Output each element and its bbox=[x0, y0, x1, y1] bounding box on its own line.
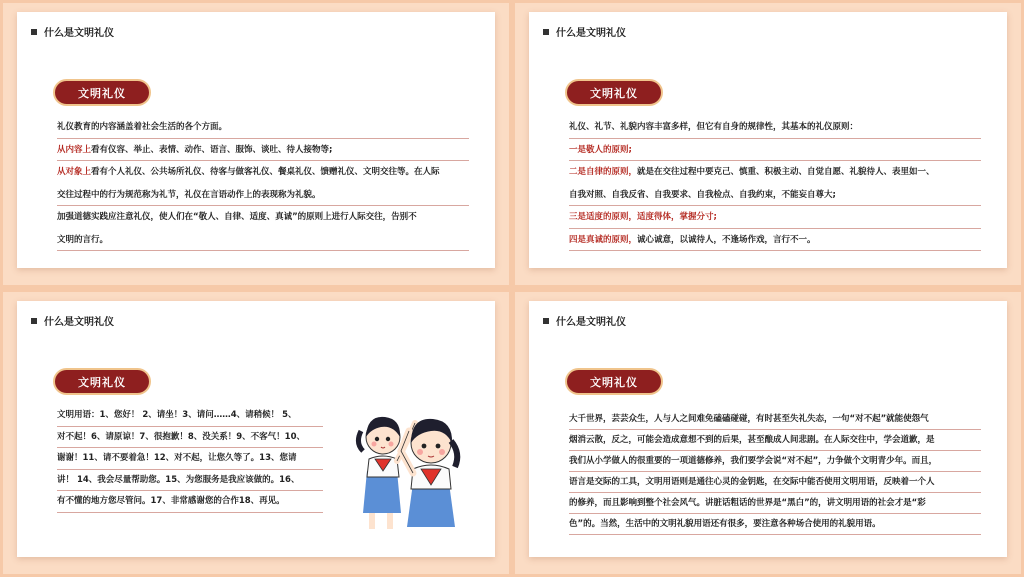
text-line: 文明用语：1、您好！ 2、请坐！3、请问……4、请稍候！ 5、 bbox=[57, 405, 323, 427]
square-bullet-icon bbox=[31, 318, 37, 324]
title-pill: 文明礼仪 bbox=[53, 368, 151, 395]
slide-card bbox=[17, 12, 495, 268]
title-pill: 文明礼仪 bbox=[53, 79, 151, 106]
text-line: 对不起！6、请原谅！7、很抱歉！8、没关系！9、不客气！10、 bbox=[57, 427, 323, 449]
text-line: 文明的言行。 bbox=[57, 229, 469, 252]
text-line: 礼仪教育的内容涵盖着社会生活的各个方面。 bbox=[57, 116, 469, 139]
text-line: 从对象上看有个人礼仪、公共场所礼仪、待客与做客礼仪、餐桌礼仪、馈赠礼仪、文明交往等。在人际 bbox=[57, 167, 440, 177]
slide-heading-text: 什么是文明礼仪 bbox=[556, 28, 626, 39]
text-line: 大千世界，芸芸众生，人与人之间难免磕磕碰碰，有时甚至失礼失态，一句“对不起”就能使怨气 bbox=[569, 409, 981, 430]
slide-heading-text: 什么是文明礼仪 bbox=[44, 28, 114, 39]
text-line: 礼仪、礼节、礼貌内容丰富多样，但它有自身的规律性，其基本的礼仪原则： bbox=[569, 116, 981, 139]
saluting-children-illustration bbox=[353, 401, 479, 531]
text-line: 加强道德实践应注意礼仪，使人们在“敬人、自律、适度、真诚”的原则上进行人际交往，告别不 bbox=[57, 212, 417, 222]
slide-heading bbox=[543, 24, 626, 39]
text-line: 烟消云散，反之，可能会造成意想不到的后果，甚至酿成人间悲剧。在人际交往中，学会道歉，是 bbox=[569, 430, 981, 451]
text-line: 三是适度的原则，适度得体，掌握分寸; bbox=[569, 206, 981, 229]
text-line: 谢谢！11、请不要着急！12、对不起，让您久等了。13、您请 bbox=[57, 448, 323, 470]
slide-2[interactable] bbox=[515, 3, 1021, 285]
text-line: 一是敬人的原则; bbox=[569, 139, 981, 162]
square-bullet-icon bbox=[543, 29, 549, 35]
text-line: 从内容上看有仪容、举止、表情、动作、语言、服饰、谈吐、待人接物等; bbox=[57, 139, 469, 162]
slide-1[interactable] bbox=[3, 3, 509, 285]
slide-heading-text: 什么是文明礼仪 bbox=[556, 317, 626, 328]
slide-heading-text: 什么是文明礼仪 bbox=[44, 317, 114, 328]
child-right bbox=[401, 419, 457, 527]
square-bullet-icon bbox=[543, 318, 549, 324]
text-line: 有不懂的地方您尽管问。17、非常感谢您的合作18、再见。 bbox=[57, 491, 323, 513]
slide-3[interactable] bbox=[3, 292, 509, 574]
text-line: 我们从小学做人的很重要的一项道德修养，我们要学会说“对不起”，力争做个文明青少年。而且， bbox=[569, 451, 981, 472]
slide-heading bbox=[31, 313, 114, 328]
text-line: 四是真诚的原则，诚心诚意，以诚待人，不逢场作戏，言行不一。 bbox=[569, 229, 981, 252]
title-pill: 文明礼仪 bbox=[565, 368, 663, 395]
text-line: 自我对照、自我反省、自我要求、自我检点、自我约束，不能妄自尊大; bbox=[569, 184, 981, 207]
text-line: 交往过程中的行为规范称为礼节，礼仪在言语动作上的表现称为礼貌。 bbox=[57, 184, 469, 207]
text-line: 二是自律的原则，就是在交往过程中要克己、慎重、积极主动、自觉自愿、礼貌待人、表里如一、 bbox=[569, 167, 935, 177]
text-lines bbox=[569, 409, 981, 535]
text-line: 的修养，而且影响到整个社会风气。讲脏话粗话的世界是“黑白”的，讲文明用语的社会才是“彩 bbox=[569, 493, 981, 514]
slide-card bbox=[17, 301, 495, 557]
slide-4[interactable] bbox=[515, 292, 1021, 574]
text-lines bbox=[569, 116, 981, 251]
slide-card bbox=[529, 12, 1007, 268]
title-pill: 文明礼仪 bbox=[565, 79, 663, 106]
text-lines bbox=[57, 405, 323, 513]
slide-heading bbox=[543, 313, 626, 328]
text-lines bbox=[57, 116, 469, 251]
text-line: 讲！ 14、我会尽量帮助您。15、为您服务是我应该做的。16、 bbox=[57, 470, 323, 492]
text-line: 语言是交际的工具，文明用语则是通往心灵的金钥匙，在交际中能否使用文明用语，反映着一个人 bbox=[569, 472, 981, 493]
slide-card bbox=[529, 301, 1007, 557]
text-line: 色”的。当然，生活中的文明礼貌用语还有很多，要注意各种场合使用的礼貌用语。 bbox=[569, 514, 981, 535]
square-bullet-icon bbox=[31, 29, 37, 35]
slide-heading bbox=[31, 24, 114, 39]
